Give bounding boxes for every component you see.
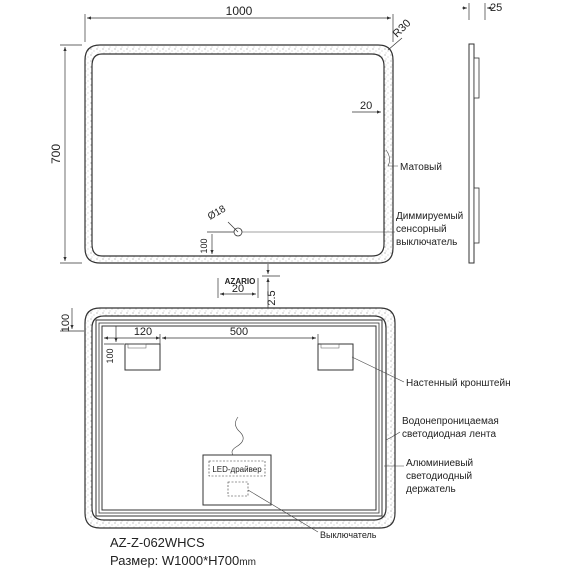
side-bracket-bottom xyxy=(474,188,479,243)
sensor-diameter-label: Ø18 xyxy=(206,203,228,223)
label-dimmer-3: выключатель xyxy=(396,237,458,248)
label-strip-1: Водонепроницаемая xyxy=(402,416,499,427)
label-matte: Матовый xyxy=(400,162,442,173)
model-size-prefix: Размер: xyxy=(110,553,162,568)
power-cable xyxy=(232,417,243,458)
logo-offset-label: 2.5 xyxy=(266,290,278,306)
front-width-label: 1000 xyxy=(225,4,253,18)
front-radius-label: R30 xyxy=(390,17,414,41)
label-holder-1: Алюминиевый xyxy=(406,458,474,469)
label-bracket: Настенный кронштейн xyxy=(406,378,511,389)
model-info xyxy=(110,535,256,568)
model-code: AZ-Z-062WHCS xyxy=(110,535,205,550)
bracket-spacing-label: 500 xyxy=(229,326,249,338)
model-size-unit: mm xyxy=(239,557,256,568)
side-profile xyxy=(469,44,474,263)
label-holder-2: светодиодный xyxy=(406,471,473,482)
label-switch: Выключатель xyxy=(320,530,377,540)
front-height-label: 700 xyxy=(49,143,63,165)
sensor-offset-label: 100 xyxy=(199,238,209,254)
label-holder-3: держатель xyxy=(406,484,456,495)
label-strip-2: светодиодная лента xyxy=(402,429,497,440)
front-gap-label: 20 xyxy=(360,100,373,112)
bracket-x-label: 120 xyxy=(133,326,153,338)
logo-width-label: 20 xyxy=(231,283,245,295)
side-view xyxy=(462,2,502,263)
back-top-offset-label: 100 xyxy=(60,313,72,333)
led-driver-label: LED-драйвер xyxy=(212,465,262,474)
side-thickness-label: 25 xyxy=(490,2,503,14)
model-size-value: W1000*H700 xyxy=(161,553,240,568)
side-bracket-top xyxy=(474,58,479,98)
label-dimmer-2: сенсорный xyxy=(396,224,447,235)
back-view xyxy=(60,308,511,540)
model-size xyxy=(110,553,256,568)
brand-logo-text: AZARIO xyxy=(224,277,256,286)
label-dimmer-1: Диммируемый xyxy=(396,211,464,222)
front-view xyxy=(49,4,463,310)
bracket-height-label: 100 xyxy=(105,348,115,364)
